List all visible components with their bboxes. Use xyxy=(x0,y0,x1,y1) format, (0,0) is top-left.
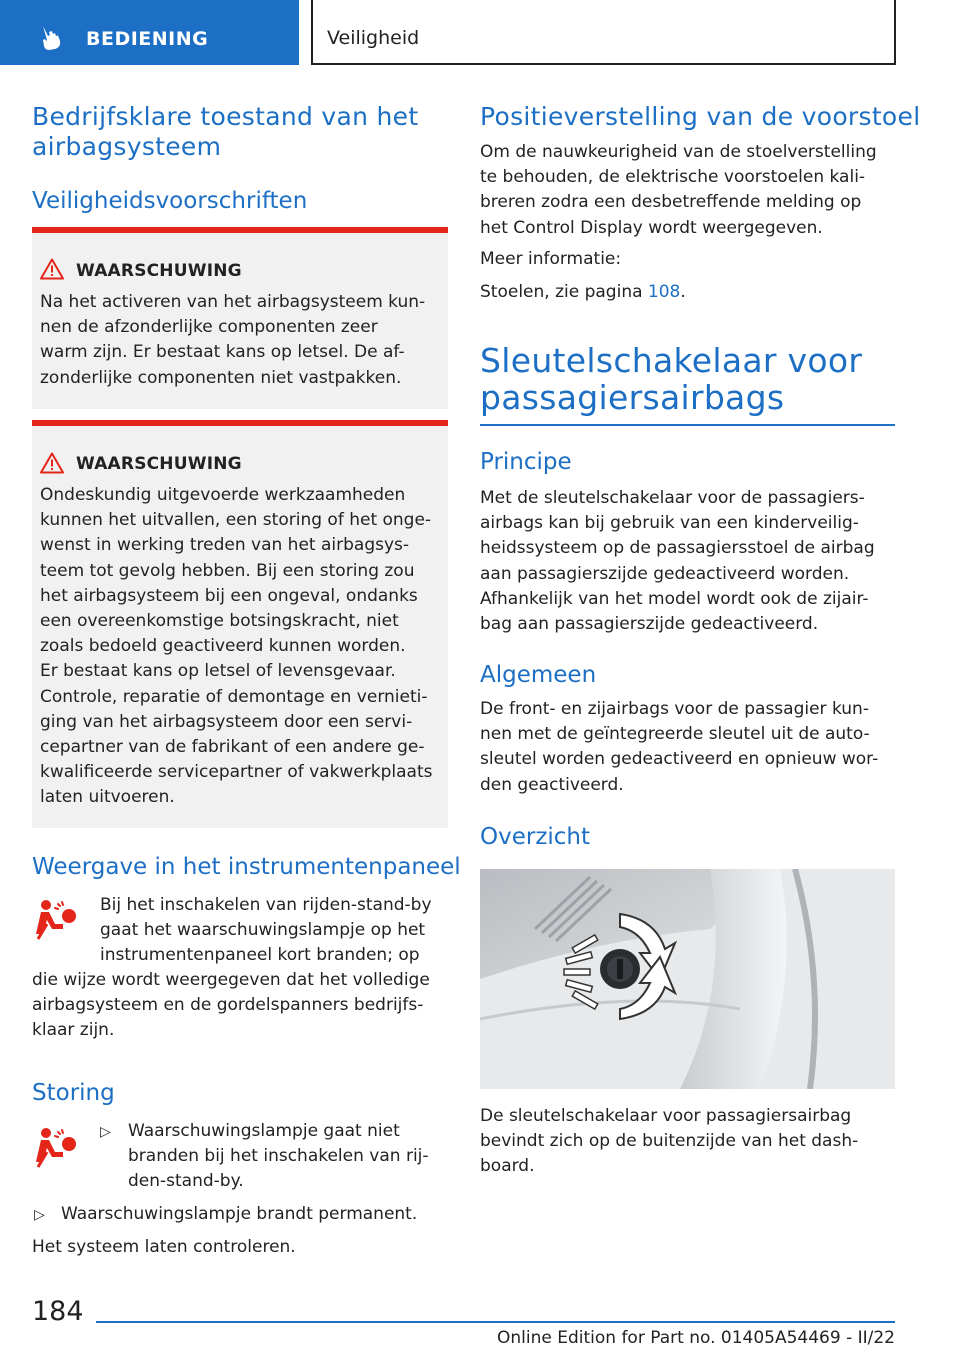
more-info-label: Meer informatie: xyxy=(480,249,622,269)
heading-ready-state xyxy=(32,102,452,162)
reference-text: Stoelen, zie pagina xyxy=(480,282,648,302)
airbag-warning-light-icon xyxy=(33,898,79,940)
display-text-indented xyxy=(100,893,450,969)
heading-ready-line1: Bedrijfsklare toestand van het xyxy=(32,102,419,131)
heading-ready-line2: airbagsysteem xyxy=(32,132,222,161)
text-line: Na het activeren van het airbagsysteem kun- xyxy=(40,292,426,312)
heading-line: Sleutelschakelaar voor xyxy=(480,341,863,380)
warning-text xyxy=(40,483,442,811)
general-text xyxy=(480,697,900,798)
heading-seat-position: Positieverstelling van de voorstoel xyxy=(480,102,921,131)
text-line: Er bestaat kans op letsel of levensgevaar. xyxy=(40,661,396,682)
chapter-tab xyxy=(0,0,299,65)
display-text-full xyxy=(32,968,452,1044)
key-switch-photo xyxy=(480,869,895,1089)
heading-line: passagiersairbags xyxy=(480,378,785,417)
warning-text xyxy=(40,290,442,391)
fault-item-2: Waarschuwingslampje brandt permanent. xyxy=(61,1204,418,1224)
text-line: nen met de geïntegreerde sleutel uit de auto- xyxy=(480,724,870,745)
airbag-warning-light-icon xyxy=(33,1126,79,1168)
text-line: te behouden, de elektrische voorstoelen kali- xyxy=(480,167,866,188)
warning-box-hot-components xyxy=(32,227,448,409)
heading-principle: Principe xyxy=(480,449,572,475)
heading-instrument-display: Weergave in het instrumentenpaneel xyxy=(32,854,461,880)
text-line: Met de sleutelschakelaar voor de passagiers- xyxy=(480,488,865,508)
text-line: wenst in werking treden van het airbagsys- xyxy=(40,535,410,556)
footer-edition: Online Edition for Part no. 01405A54469 - II/22 xyxy=(496,1328,895,1348)
heading-underline xyxy=(480,424,895,426)
text-line: het Control Display wordt weergegeven. xyxy=(480,217,823,238)
text-line: heidssysteem op de passagiersstoel de airbag xyxy=(480,538,875,559)
text-line: het airbagsysteem bij een ongeval, ondanks xyxy=(40,585,418,606)
text-line: Om de nauwkeurigheid van de stoelverstelling xyxy=(480,142,877,162)
fault-item-1 xyxy=(128,1119,448,1195)
text-line: De front- en zijairbags voor de passagier kun- xyxy=(480,699,869,719)
seat-position-text xyxy=(480,140,900,241)
bullet-icon: ▷ xyxy=(100,1124,111,1140)
text-line: airbagsysteem en de gordelspanners bedrijfs- xyxy=(32,995,424,1016)
page-number: 184 xyxy=(32,1296,84,1327)
principle-text xyxy=(480,486,900,637)
text-line: Waarschuwingslampje gaat niet xyxy=(128,1121,400,1141)
text-line: gaat het waarschuwingslampje op het xyxy=(100,920,426,941)
text-line: airbags kan bij gebruik van een kinderveilig- xyxy=(480,513,859,534)
heading-fault: Storing xyxy=(32,1080,115,1106)
reference-suffix: . xyxy=(680,282,686,302)
text-line: klaar zijn. xyxy=(32,1020,115,1041)
text-line: branden bij het inschakelen van rij- xyxy=(128,1146,429,1167)
heading-overview: Overzicht xyxy=(480,824,591,850)
text-line: ging van het airbagsysteem door een servi- xyxy=(40,711,413,732)
text-line: den-stand-by. xyxy=(128,1171,244,1192)
heading-general: Algemeen xyxy=(480,662,597,688)
text-line: zoals bedoeld geactiveerd kunnen worden. xyxy=(40,636,406,657)
warning-triangle-icon xyxy=(40,452,64,474)
text-line: een overeenkomstige botsingskracht, niet xyxy=(40,611,399,632)
text-line: breren zodra een desbetreffende melding op xyxy=(480,192,862,213)
text-line: cepartner van de fabrikant of een andere ge- xyxy=(40,737,425,758)
warning-title: WAARSCHUWING xyxy=(76,454,242,474)
text-line: warm zijn. Er bestaat kans op letsel. De af- xyxy=(40,342,405,363)
bullet-icon: ▷ xyxy=(34,1207,45,1223)
text-line: die wijze wordt weergegeven dat het volledige xyxy=(32,970,430,990)
text-line: kunnen het uitvallen, een storing of het onge- xyxy=(40,510,432,531)
text-line: De sleutelschakelaar voor passagiersairbag xyxy=(480,1106,852,1126)
overview-text xyxy=(480,1104,900,1180)
section-header xyxy=(311,0,896,65)
text-line: bag aan passagierszijde gedeactiveerd. xyxy=(480,614,819,635)
text-line: board. xyxy=(480,1156,535,1177)
seats-reference xyxy=(480,280,686,305)
text-line: Controle, reparatie of demontage en vernieti- xyxy=(40,686,428,707)
fault-action: Het systeem laten controleren. xyxy=(32,1237,296,1257)
heading-safety-rules: Veiligheidsvoorschriften xyxy=(32,188,308,214)
warning-title: WAARSCHUWING xyxy=(76,261,242,281)
text-line: instrumentenpaneel kort branden; op xyxy=(100,945,420,966)
chapter-label: BEDIENING xyxy=(86,28,209,50)
pointing-hand-icon xyxy=(38,24,66,52)
text-line: den geactiveerd. xyxy=(480,774,624,795)
text-line: zonderlijke componenten niet vastpakken. xyxy=(40,367,402,388)
text-line: laten uitvoeren. xyxy=(40,787,175,808)
text-line: teem tot gevolg hebben. Bij een storing zou xyxy=(40,560,415,581)
text-line: Ondeskundig uitgevoerde werkzaamheden xyxy=(40,485,406,505)
text-line: kwalificeerde servicepartner of vakwerkplaats xyxy=(40,762,433,783)
page-link[interactable]: 108 xyxy=(647,282,681,302)
footer-rule xyxy=(96,1321,895,1323)
text-line: nen de afzonderlijke componenten zeer xyxy=(40,317,378,338)
warning-box-improper-work xyxy=(32,420,448,828)
text-line: sleutel worden gedeactiveerd en opnieuw wor- xyxy=(480,749,879,770)
text-line: aan passagierszijde gedeactiveerd worden. xyxy=(480,563,850,584)
section-label: Veiligheid xyxy=(327,27,420,49)
heading-key-switch xyxy=(480,342,900,416)
warning-triangle-icon xyxy=(40,258,64,280)
text-line: Bij het inschakelen van rijden-stand-by xyxy=(100,895,432,915)
text-line: Afhankelijk van het model wordt ook de zijair- xyxy=(480,588,869,609)
text-line: bevindt zich op de buitenzijde van het dash- xyxy=(480,1131,859,1152)
